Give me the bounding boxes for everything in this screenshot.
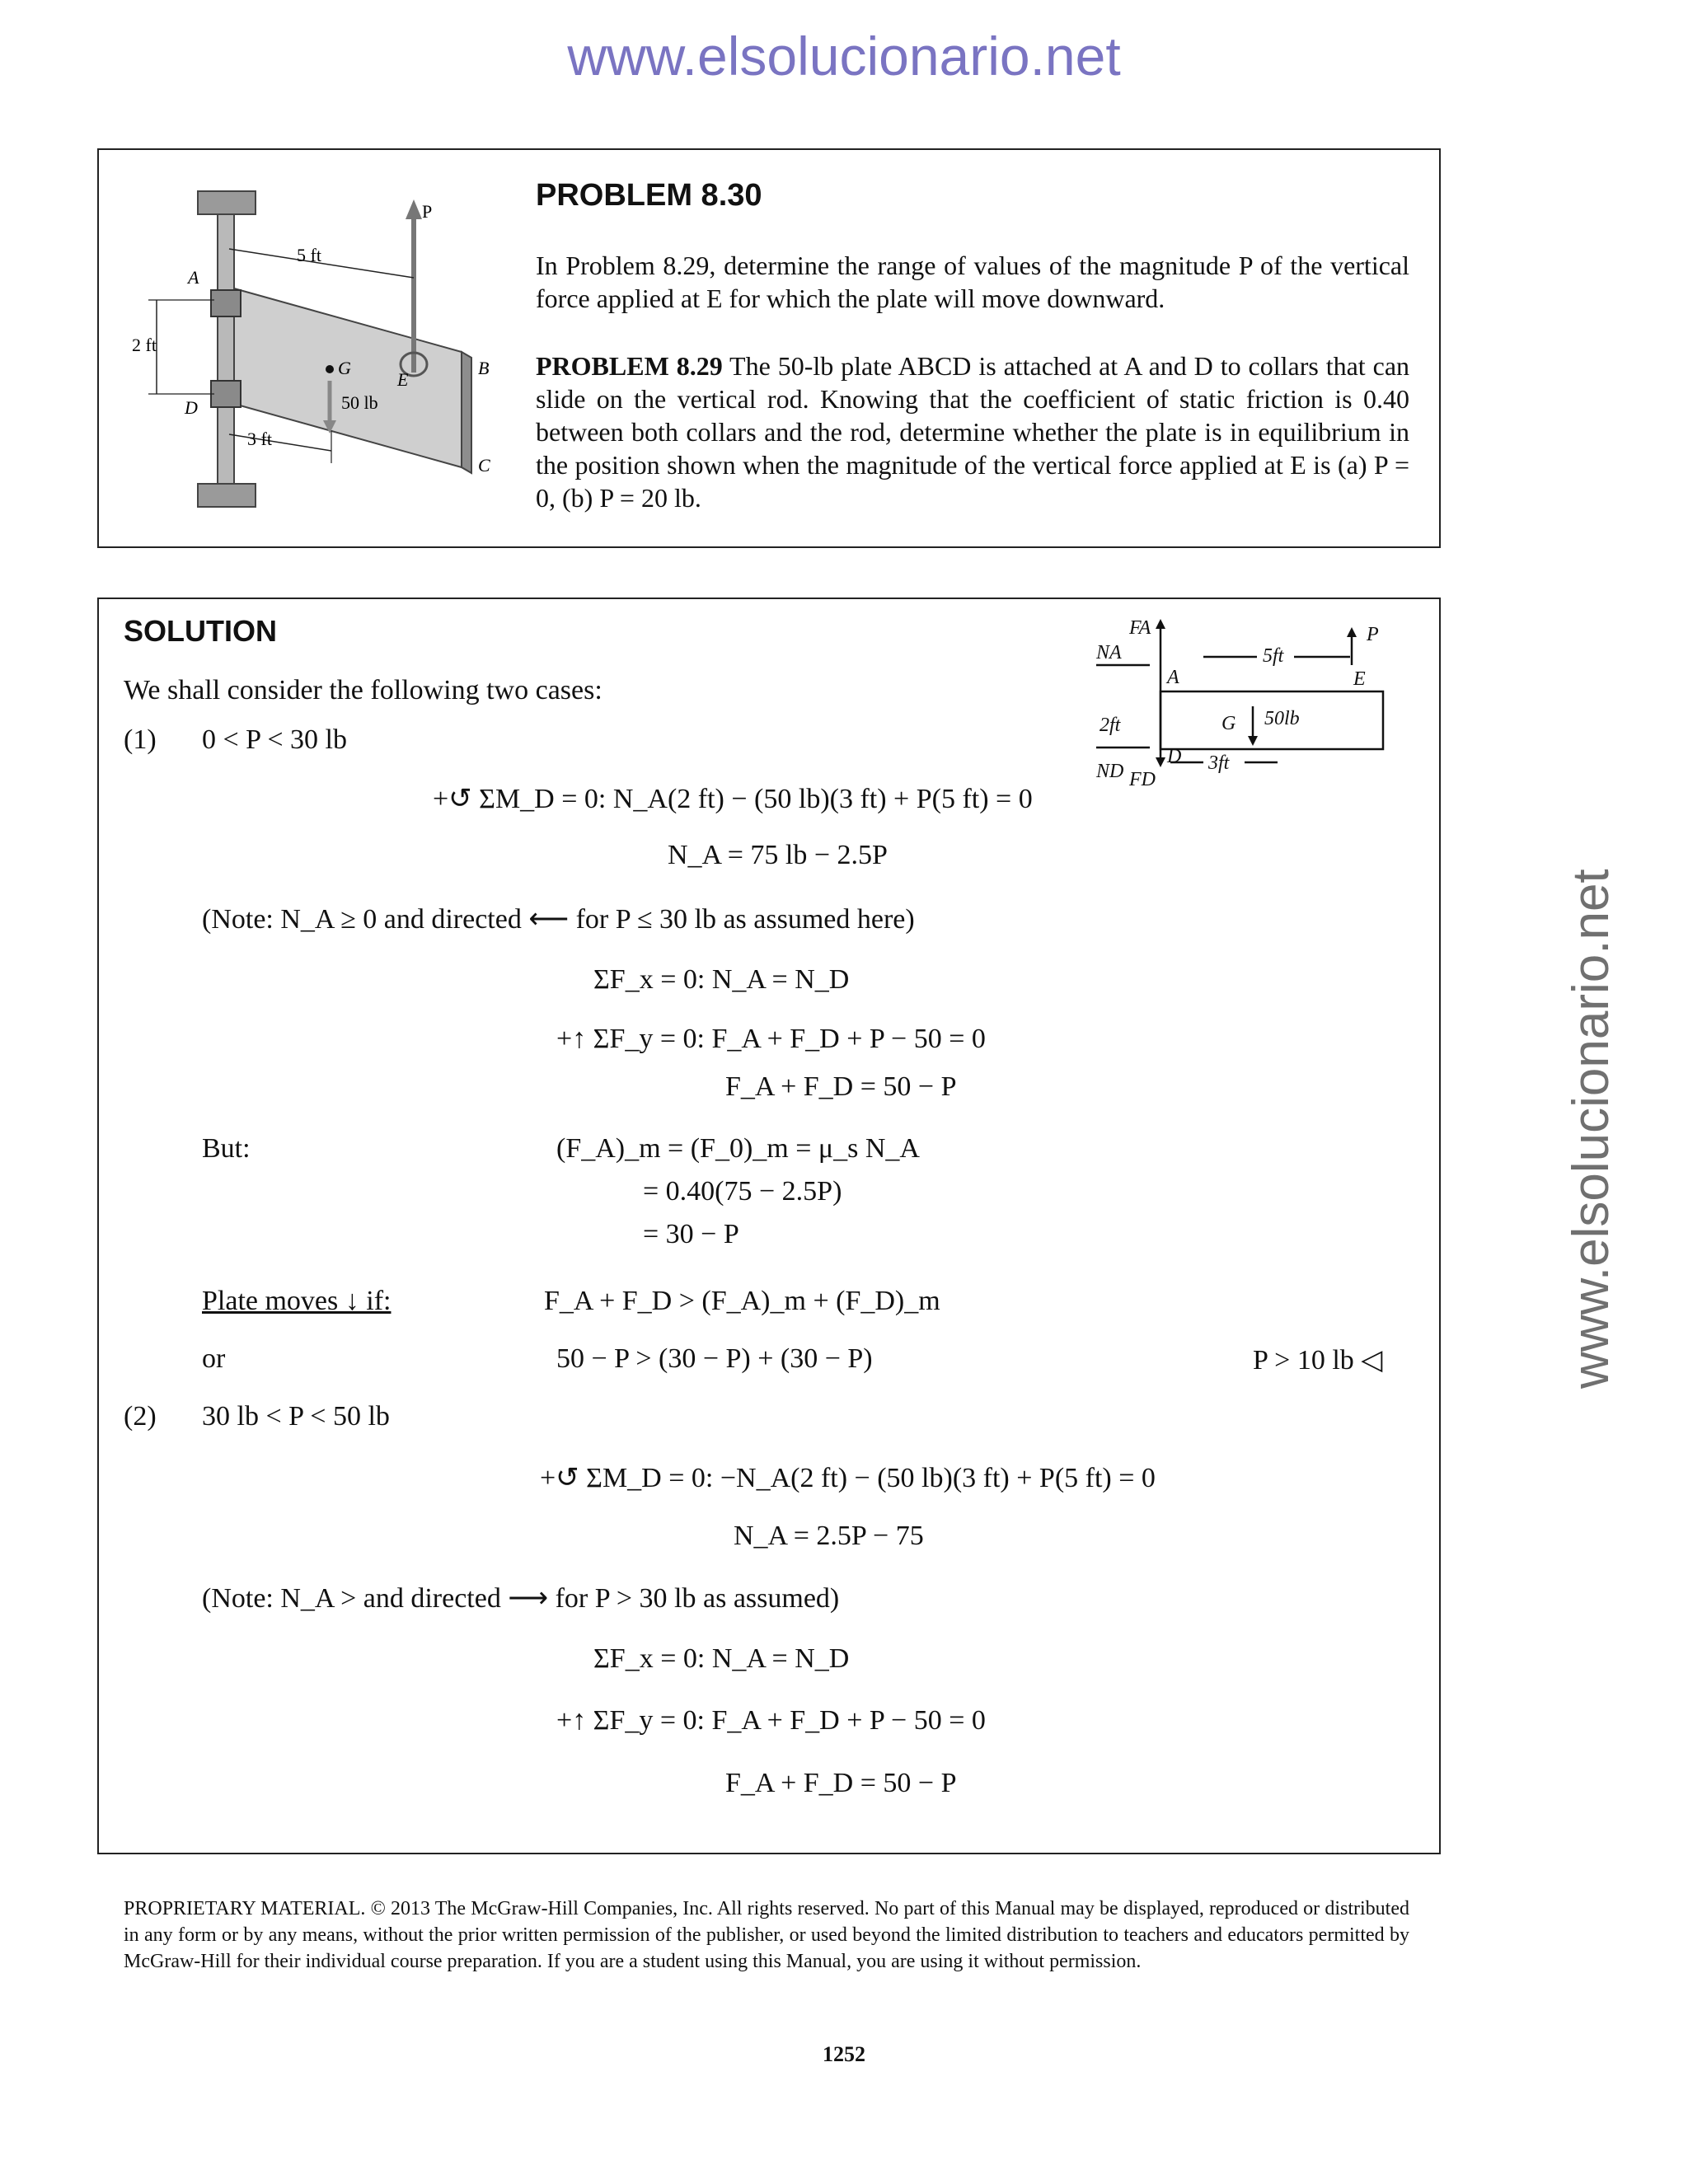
or-label: or: [202, 1343, 226, 1374]
sketch-fd: FD: [1129, 769, 1156, 789]
proprietary-footer: PROPRIETARY MATERIAL. © 2013 The McGraw-Hill Companies, Inc. All rights reserved. No part of this Manual may be displayed, reproduced or distributed in any form or by any means, without the prior written permission of the publisher, or used beyond the limited distribution to teachers and educators permitted by McGraw-Hill for their individual course preparation. If you are a student using this Manual, you are using it without permission.: [124, 1898, 1409, 1972]
c1-sfx-eq: ΣF_x = 0: N_A = N_D: [593, 964, 850, 995]
c1-inequality: 50 − P > (30 − P) + (30 − P): [556, 1343, 873, 1374]
but-label: But:: [202, 1133, 251, 1164]
solution-box: [97, 598, 1441, 1854]
sketch-50lb: 50lb: [1264, 708, 1300, 729]
case2-range: 30 lb < P < 50 lb: [202, 1401, 390, 1432]
c1-fm2-eq: = 0.40(75 − 2.5P): [643, 1176, 842, 1207]
c2-note: (Note: N_A > and directed ⟶ for P > 30 lb as assumed): [202, 1583, 840, 1614]
sketch-nd: ND: [1096, 761, 1124, 782]
sketch-5ft: 5ft: [1263, 645, 1284, 667]
fig-dim-2ft: 2 ft: [132, 335, 157, 355]
case1-range: 0 < P < 30 lb: [202, 724, 347, 755]
problem-title: PROBLEM 8.30: [536, 178, 762, 213]
fig-label-e: E: [397, 369, 409, 390]
watermark-top: www.elsolucionario.net: [567, 26, 1121, 87]
c2-na-eq: N_A = 2.5P − 75: [734, 1521, 924, 1551]
case1-number: (1): [124, 724, 157, 755]
c1-sfy-eq: +↑ ΣF_y = 0: F_A + F_D + P − 50 = 0: [556, 1024, 986, 1054]
c2-sfx-eq: ΣF_x = 0: N_A = N_D: [593, 1643, 850, 1674]
problem-figure: [132, 183, 528, 521]
sketch-d: D: [1167, 746, 1182, 767]
sketch-a: A: [1167, 667, 1179, 688]
problem-box: [97, 148, 1441, 548]
solution-intro: We shall consider the following two cases:: [124, 675, 603, 705]
c2-sum-eq: F_A + F_D = 50 − P: [725, 1768, 957, 1798]
sketch-g: G: [1221, 713, 1236, 734]
c1-moment-eq: +↺ ΣM_D = 0: N_A(2 ft) − (50 lb)(3 ft) + P(5 ft) = 0: [433, 784, 1033, 814]
fig-label-c: C: [478, 455, 490, 476]
fig-label-d: D: [185, 397, 198, 418]
fig-label-g: G: [338, 358, 351, 378]
free-body-sketch: [1088, 616, 1418, 789]
c1-fm3-eq: = 30 − P: [643, 1219, 739, 1249]
c1-sum-eq: F_A + F_D = 50 − P: [725, 1071, 957, 1102]
plate-moves-label: Plate moves ↓ if:: [202, 1286, 392, 1316]
c1-condition: F_A + F_D > (F_A)_m + (F_D)_m: [544, 1286, 940, 1316]
fig-weight: 50 lb: [341, 392, 378, 413]
sketch-na: NA: [1096, 642, 1122, 663]
c1-fm1-eq: (F_A)_m = (F_0)_m = μ_s N_A: [556, 1133, 920, 1164]
problem-text: In Problem 8.29, determine the range of values of the magnitude P of the vertical force applied at E for which the plate will move downward.: [536, 251, 1409, 313]
fig-dim-5ft: 5 ft: [297, 245, 321, 265]
fig-label-b: B: [478, 358, 490, 378]
case2-number: (2): [124, 1401, 157, 1432]
c2-moment-eq: +↺ ΣM_D = 0: −N_A(2 ft) − (50 lb)(3 ft) + P(5 ft) = 0: [540, 1463, 1156, 1493]
sketch-e: E: [1353, 668, 1366, 690]
fig-dim-3ft: 3 ft: [247, 429, 272, 449]
c1-note: (Note: N_A ≥ 0 and directed ⟵ for P ≤ 30 lb as assumed here): [202, 904, 915, 935]
watermark-side: www.elsolucionario.net: [1563, 869, 1620, 1389]
sketch-3ft: 3ft: [1208, 752, 1230, 774]
sketch-p: P: [1367, 624, 1379, 645]
sketch-fa: FA: [1129, 617, 1151, 639]
c1-result: P > 10 lb ◁: [1253, 1345, 1383, 1376]
page-number: 1252: [823, 2042, 865, 2066]
fig-label-p: P: [422, 201, 433, 222]
sketch-2ft: 2ft: [1100, 715, 1121, 736]
c2-sfy-eq: +↑ ΣF_y = 0: F_A + F_D + P − 50 = 0: [556, 1705, 986, 1736]
fig-label-a: A: [188, 267, 199, 288]
solution-heading: SOLUTION: [124, 614, 277, 648]
problem-ref-title: PROBLEM 8.29: [536, 351, 723, 381]
c1-na-eq: N_A = 75 lb − 2.5P: [668, 840, 888, 870]
problem-ref-text: The 50-lb plate ABCD is attached at A and D to collars that can slide on the vertical rod. Knowing that the coefficient of static friction is 0.40 between both collars and the rod, determine whether the plate is in equilibrium in the position shown when the magnitude of the vertical force applied at E is (a) P = 0, (b) P = 20 lb.: [536, 351, 1410, 513]
problem-ref: [536, 349, 1409, 514]
